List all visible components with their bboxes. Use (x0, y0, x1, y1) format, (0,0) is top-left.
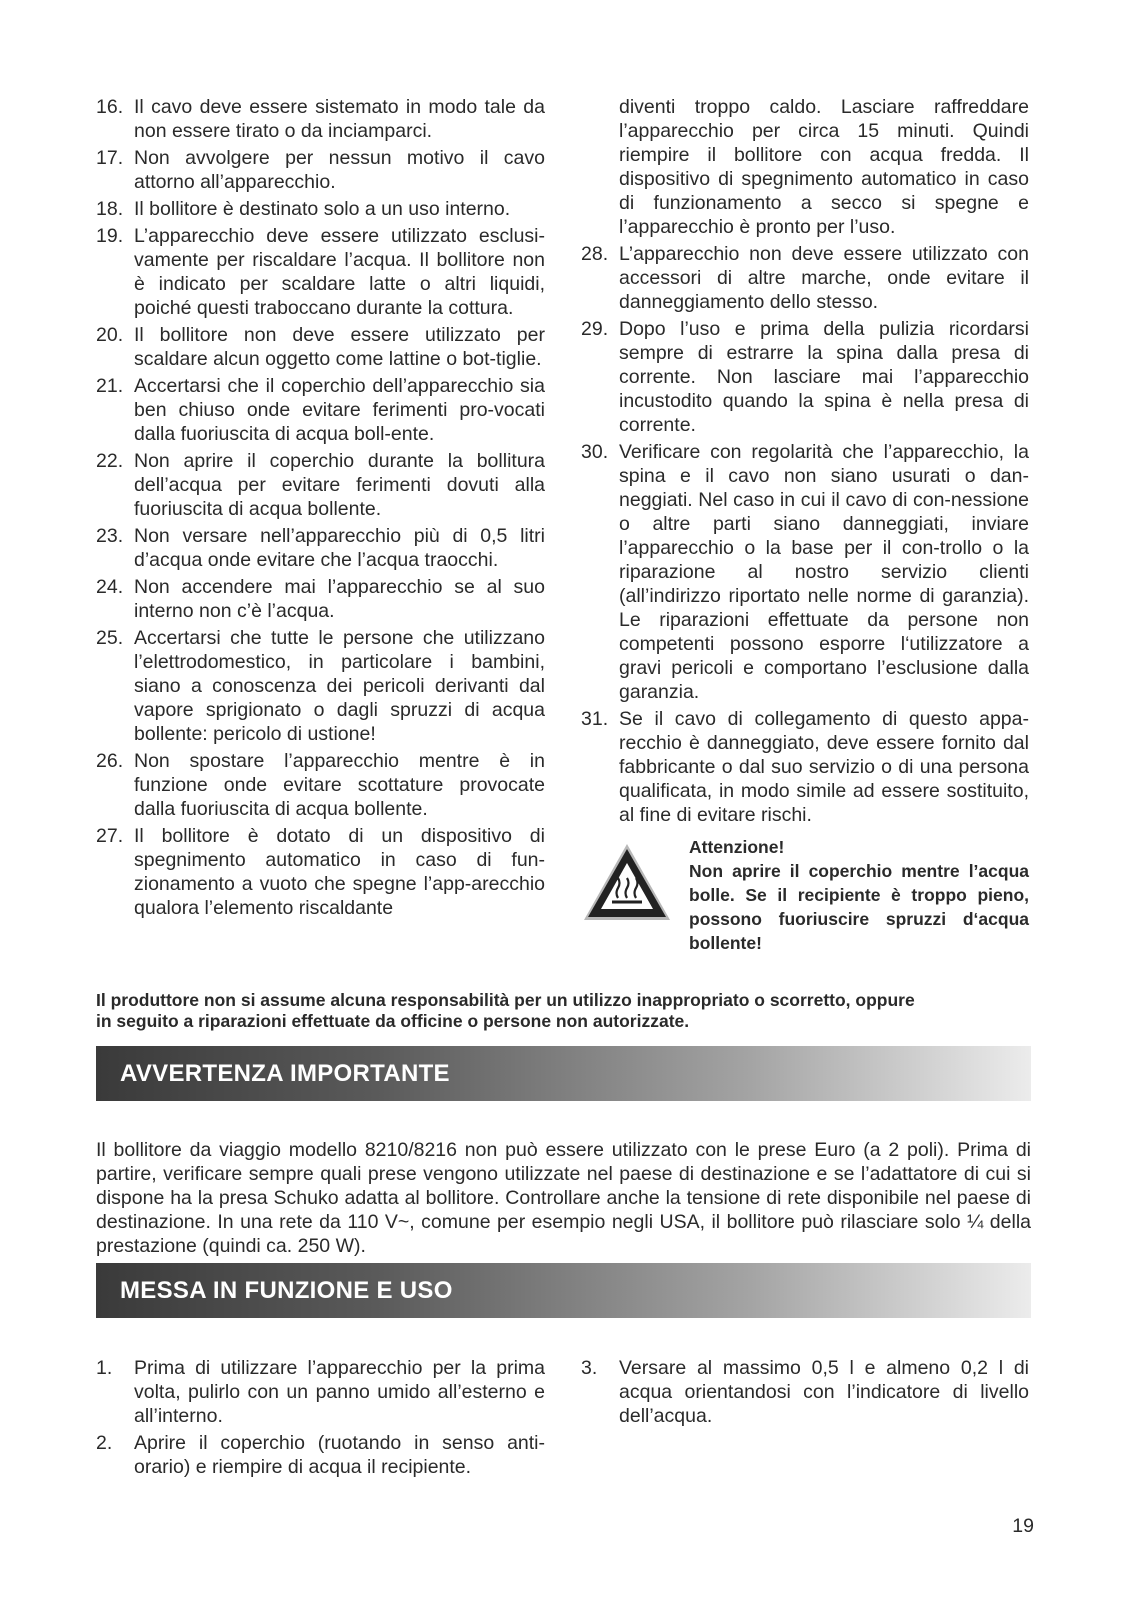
item-number: 19. (96, 225, 124, 247)
list-item (581, 1356, 1029, 1428)
list-item (96, 575, 545, 623)
item-number: 21. (96, 375, 124, 397)
item-text: Non aprire il coperchio durante la bollitura dell’acqua per evitare ferimenti dovuti alla fuoriuscita di acqua bollente. (134, 450, 545, 520)
item-text: Il bollitore non deve essere utilizzato per scaldare alcun oggetto come lattine o bot-tiglie. (134, 324, 545, 370)
list-item (581, 440, 1029, 704)
item-text: Aprire il coperchio (ruotando in senso anti-orario) e riempire di acqua il recipiente. (134, 1432, 545, 1478)
list-item (96, 749, 545, 821)
item-number: 22. (96, 450, 124, 472)
list-item (96, 524, 545, 572)
item-text: Non accendere mai l’apparecchio se al suo interno non c’è l’acqua. (134, 576, 545, 622)
item-number: 31. (581, 708, 609, 730)
list-item (581, 317, 1029, 437)
item-text: Il bollitore è dotato di un dispositivo di spegnimento automatico in caso di fun-zionamento a vuoto che spegne l’app-arecchio qualora l’elemento riscaldante (134, 825, 545, 919)
item-number: 16. (96, 96, 124, 118)
section-title: MESSA IN FUNZIONE E USO (120, 1276, 453, 1304)
warning-block (581, 835, 1029, 955)
item-number: 2. (96, 1432, 113, 1454)
list-item (96, 449, 545, 521)
list-item (96, 1431, 545, 1479)
item-number: 25. (96, 627, 124, 649)
disclaimer-line: Il produttore non si assume alcuna responsabilità per un utilizzo inappropriato o scorretto, oppure (96, 990, 915, 1010)
item-number: 26. (96, 750, 124, 772)
item-text: Prima di utilizzare l’apparecchio per la prima volta, pulirlo con un panno umido all’esterno e all’interno. (134, 1357, 545, 1427)
item-number: 23. (96, 525, 124, 547)
list-item-continuation: diventi troppo caldo. Lasciare raffreddare l’apparecchio per circa 15 minuti. Quindi riempire il bollitore con acqua fredda. Il dispositivo di spegnimento automatico in caso di funzionamento a secco si spegne e l’apparecchio è pronto per l’uso. (619, 96, 1029, 238)
warning-text (689, 835, 1029, 955)
disclaimer-line: in seguito a riparazioni effettuate da officine o persone non autorizzate. (96, 1011, 690, 1031)
section-title: AVVERTENZA IMPORTANTE (120, 1059, 450, 1087)
item-text: Non versare nell’apparecchio più di 0,5 litri d’acqua onde evitare che l’acqua traocchi. (134, 525, 545, 571)
item-text: Il bollitore è destinato solo a un uso interno. (134, 198, 511, 220)
operation-list-left (96, 1356, 545, 1482)
list-item (96, 626, 545, 746)
list-item (96, 1356, 545, 1428)
page-number: 19 (1012, 1515, 1034, 1537)
item-text: Dopo l’uso e prima della pulizia ricordarsi sempre di estrarre la spina dalla presa di corrente. Non lasciare mai l’apparecchio incustodito quando la spina è nella presa di corrente. (619, 318, 1029, 436)
list-item (96, 824, 545, 920)
item-text: L’apparecchio deve essere utilizzato esclusi-vamente per riscaldare l’acqua. Il bollitore non è indicato per scaldare latte o altri liquidi, poiché questi traboccano durante la cottura. (134, 225, 545, 319)
item-text: Non avvolgere per nessun motivo il cavo attorno all’apparecchio. (134, 147, 545, 193)
item-text: Versare al massimo 0,5 l e almeno 0,2 l di acqua orientandosi con l’indicatore di livello dell’acqua. (619, 1357, 1029, 1427)
list-item (96, 95, 545, 143)
operation-list-right (581, 1356, 1029, 1431)
warning-title: Attenzione! (689, 837, 785, 857)
item-number: 20. (96, 324, 124, 346)
warning-message: Non aprire il coperchio mentre l’acqua bolle. Se il recipiente è troppo pieno, possono fuoriuscire spruzzi d‘acqua bollente! (689, 861, 1029, 953)
list-item (581, 707, 1029, 827)
item-text: Se il cavo di collegamento di questo appa-recchio è danneggiato, deve essere fornito dal fabbricante o dal suo servizio o di una persona qualificata, in modo simile ad essere sostituito, al fine di evitare rischi. (619, 708, 1029, 826)
hot-surface-warning-icon (581, 835, 689, 955)
item-number: 27. (96, 825, 124, 847)
list-item (96, 224, 545, 320)
item-number: 17. (96, 147, 124, 169)
item-text: L’apparecchio non deve essere utilizzato con accessori di altre marche, onde evitare il danneggiamento dello stesso. (619, 243, 1029, 313)
item-number: 3. (581, 1357, 598, 1379)
item-number: 28. (581, 243, 609, 265)
item-text: Accertarsi che il coperchio dell’apparecchio sia ben chiuso onde evitare ferimenti pro-vocati dalla fuoriuscita di acqua boll-ente. (134, 375, 545, 445)
section-banner-important (96, 1046, 1031, 1101)
safety-list-left (96, 95, 545, 923)
list-item (96, 146, 545, 194)
disclaimer (96, 990, 1036, 1032)
safety-list-right (581, 95, 1029, 955)
item-number: 18. (96, 198, 124, 220)
item-text: Non spostare l’apparecchio mentre è in funzione onde evitare scottature provocate dalla fuoriuscita di acqua bollente. (134, 750, 545, 820)
list-item (96, 374, 545, 446)
item-number: 24. (96, 576, 124, 598)
list-item (581, 242, 1029, 314)
item-text: Verificare con regolarità che l’apparecchio, la spina e il cavo non siano usurati o dan-neggiati. Nel caso in cui il cavo di con-nessione o altre parti siano danneggiati, inviare l’apparecchio o la base per il con-trollo o la riparazione al nostro servizio clienti (all’indirizzo riportato nelle norme di garanzia). Le riparazioni effettuate da persone non competenti possono esporre l‘utilizzatore a gravi pericoli e comportano l’esclusione dalla garanzia. (619, 441, 1029, 703)
item-number: 29. (581, 318, 609, 340)
item-number: 30. (581, 441, 609, 463)
list-item (96, 197, 545, 221)
item-number: 1. (96, 1357, 113, 1379)
list-item (96, 323, 545, 371)
section-banner-operation (96, 1263, 1031, 1318)
item-text: Il cavo deve essere sistemato in modo tale da non essere tirato o da inciamparci. (134, 96, 545, 142)
important-notice-text: Il bollitore da viaggio modello 8210/8216 non può essere utilizzato con le prese Euro (a 2 poli). Prima di partire, verificare sempre quali prese vengono utilizzate nel paese di destinazione e se l’adattatore di cui si dispone ha la presa Schuko adatta al bollitore. Controllare anche la tensione di rete disponibile nel paese di destinazione. In una rete da 110 V~, comune per esempio negli USA, il bollitore può rilasciare solo ¼ della prestazione (quindi ca. 250 W). (96, 1139, 1031, 1257)
item-text: Accertarsi che tutte le persone che utilizzano l’elettrodomestico, in particolare i bambini, siano a conoscenza dei pericoli derivanti dal vapore sprigionato o dagli spruzzi di acqua bollente: pericolo di ustione! (134, 627, 545, 745)
